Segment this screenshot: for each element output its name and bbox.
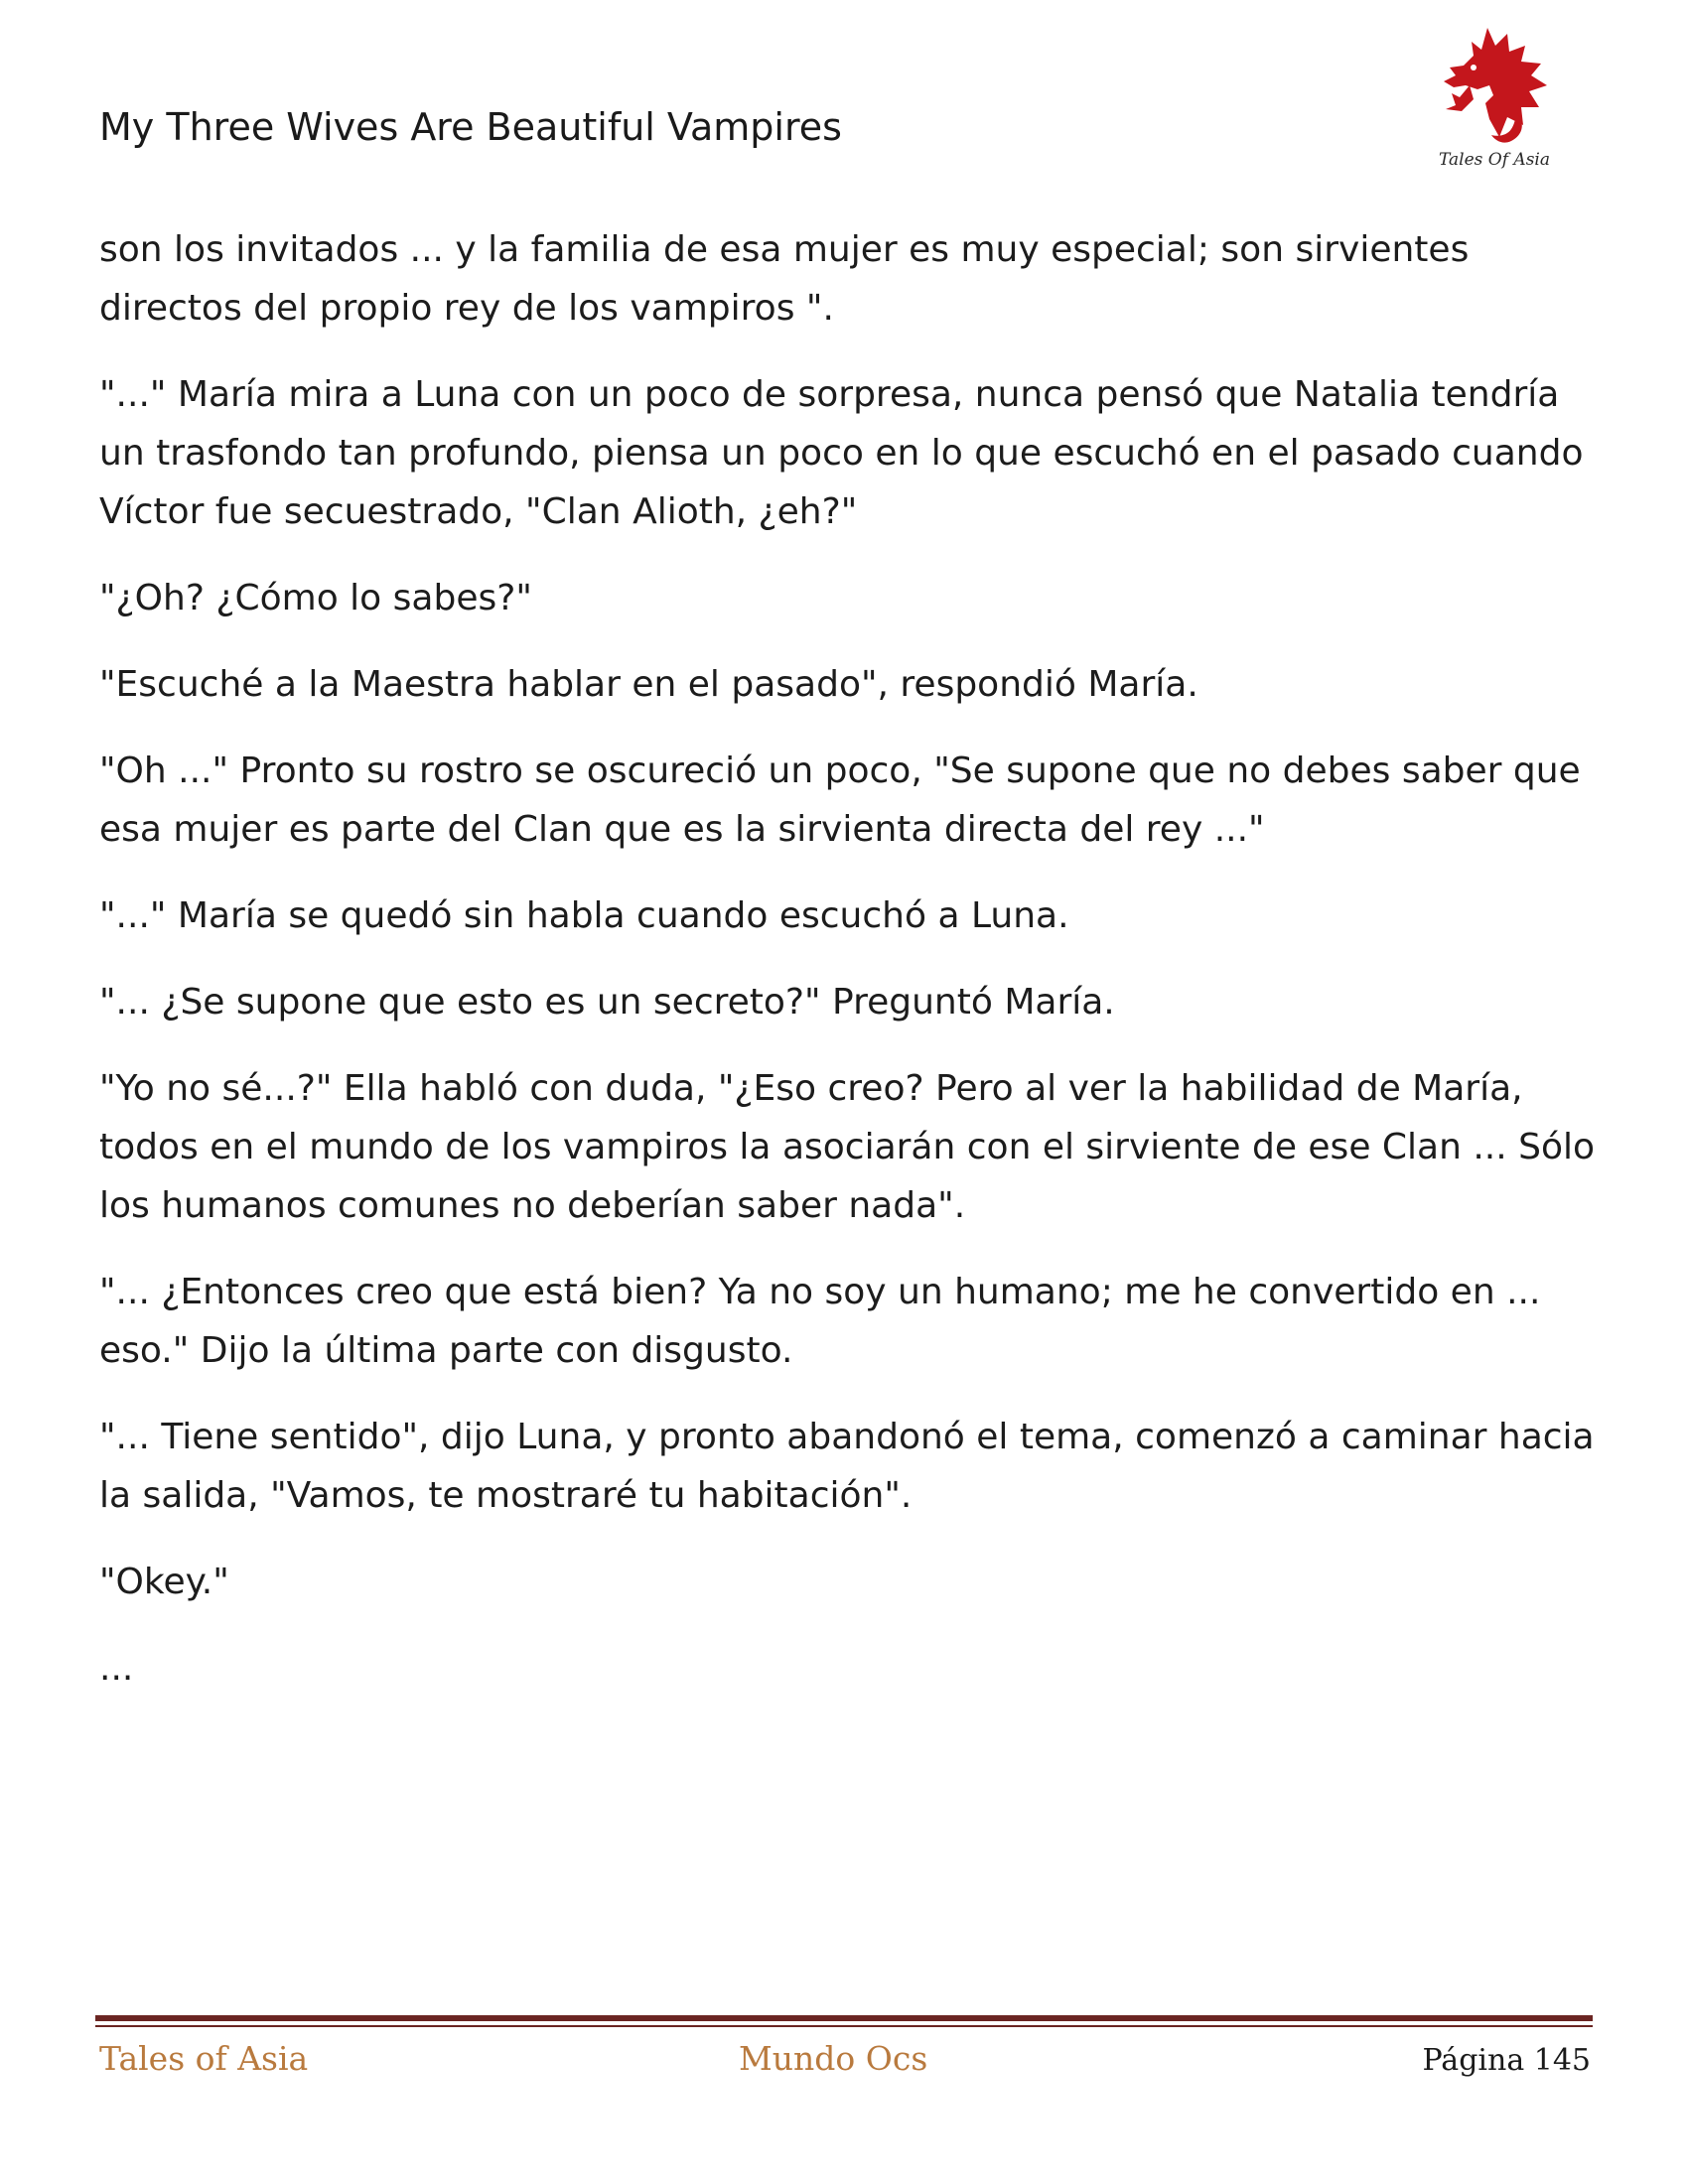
footer-site: Mundo Ocs	[739, 2039, 928, 2078]
paragraph: "Okey."	[99, 1562, 229, 1602]
red-dragon-icon	[1430, 20, 1559, 149]
paragraph: "... Tiene sentido", dijo Luna, y pronto abandonó el tema, comenzó a caminar hacia la salida, "Vamos, te mostraré tu habitación".	[99, 1417, 1595, 1516]
footer-publisher: Tales of Asia	[99, 2039, 309, 2078]
publisher-logo	[1430, 20, 1559, 181]
paragraph: "... ¿Se supone que esto es un secreto?" Preguntó María.	[99, 982, 1115, 1023]
paragraph: "... ¿Entonces creo que está bien? Ya no soy un humano; me he convertido en ... eso." Dijo la última parte con disgusto.	[99, 1272, 1541, 1371]
paragraph: ...	[99, 1648, 134, 1689]
paragraph: son los invitados ... y la familia de esa mujer es muy especial; son sirvientes directos del propio rey de los vampiros ".	[99, 229, 1470, 329]
chapter-text	[99, 220, 1599, 1725]
paragraph: "Escuché a la Maestra hablar en el pasado", respondió María.	[99, 664, 1198, 705]
paragraph: "Oh ..." Pronto su rostro se oscureció un poco, "Se supone que no debes saber que esa mujer es parte del Clan que es la sirvienta directa del rey ..."	[99, 751, 1581, 850]
paragraph: "Yo no sé...?" Ella habló con duda, "¿Eso creo? Pero al ver la habilidad de María, todos en el mundo de los vampiros la asociarán con el sirviente de ese Clan ... Sólo los humanos comunes no deberían saber nada".	[99, 1068, 1596, 1226]
footer-divider	[95, 2015, 1593, 2021]
paragraph: "¿Oh? ¿Cómo lo sabes?"	[99, 578, 532, 618]
paragraph: "..." María mira a Luna con un poco de sorpresa, nunca pensó que Natalia tendría un trasfondo tan profundo, piensa un poco en lo que escuchó en el pasado cuando Víctor fue secuestrado, "Clan Alioth, ¿eh?"	[99, 374, 1584, 532]
page-number: Página 145	[1422, 2043, 1591, 2078]
book-title: My Three Wives Are Beautiful Vampires	[99, 105, 842, 149]
footer-divider-thin	[95, 2025, 1593, 2027]
logo-text: Tales Of Asia	[1439, 150, 1550, 170]
paragraph: "..." María se quedó sin habla cuando escuchó a Luna.	[99, 895, 1069, 936]
